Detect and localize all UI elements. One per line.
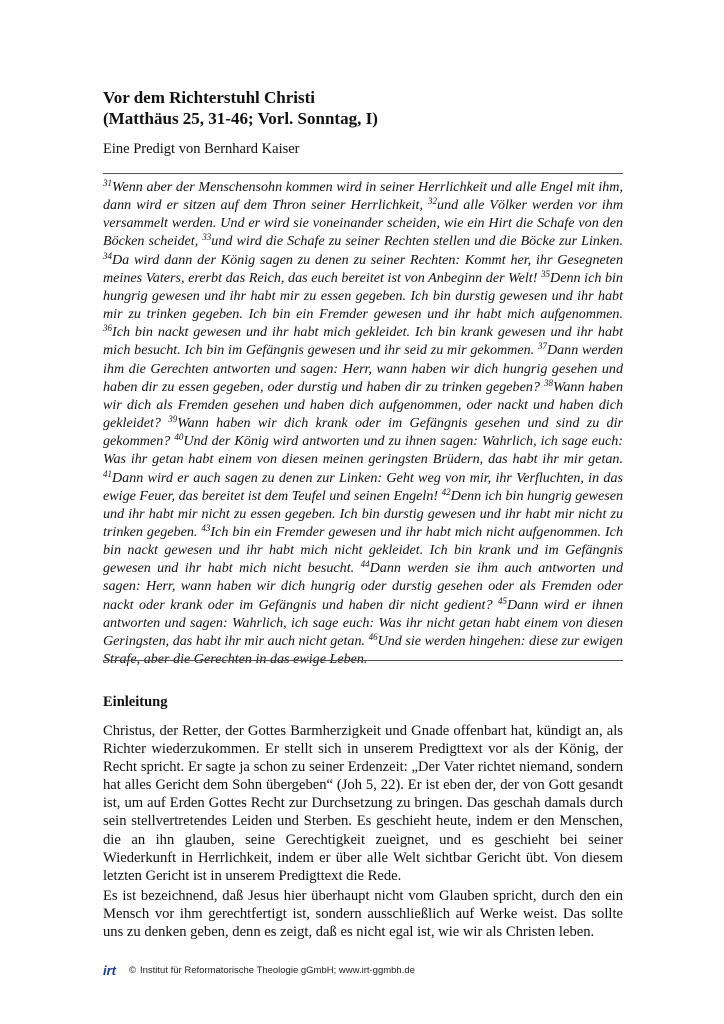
title-line-1: Vor dem Richterstuhl Christi bbox=[103, 88, 316, 107]
verse-text: Wann haben wir dich als Fremden gesehen und haben dich aufgenommen, oder nackt und haben dich gekleidet? bbox=[103, 378, 623, 432]
section-heading: Einleitung bbox=[103, 694, 168, 710]
paragraph-2: Es ist bezeichnend, daß Jesus hier überhaupt nicht vom Glauben spricht, durch den ein Mensch vor ihm gerechtfertigt ist, sondern ausschließlich auf Werke weist. Das sollte uns zu denken geben, denn es zeigt, daß es nicht egal ist, wie wir als Christen leben. bbox=[103, 888, 623, 941]
bottom-divider bbox=[103, 660, 623, 661]
verse-text: Da wird dann der König sagen zu denen zu seiner Rechten: Kommt her, ihr Gesegneten meines Vaters, ererbt das Reich, das euch bereitet ist von Anbeginn der Welt! bbox=[103, 251, 623, 286]
verse-text: und alle Völker werden vor ihm versammelt werden. Und er wird sie voneinander scheiden, wie ein Hirt die Schafe von den Böcken scheidet, bbox=[103, 197, 624, 250]
verse-number: 37 bbox=[537, 341, 547, 352]
page-footer bbox=[103, 963, 415, 977]
copyright-symbol: © bbox=[129, 964, 136, 976]
verse-text: Dann wird er auch sagen zu denen zur Linken: Geht weg von mir, ihr Verfluchten, in das ewige Feuer, das bereitet ist dem Teufel und seinen Engeln! bbox=[103, 469, 623, 504]
verse-number: 32 bbox=[428, 196, 438, 207]
svg-text:irt: irt bbox=[103, 963, 116, 977]
verse-text: Dann werden ihm die Gerechten antworten und sagen: Herr, wann haben wir dich hungrig gesehen und haben dir zu essen gegeben, oder durstig und haben dir zu trinken gegeben? bbox=[103, 342, 623, 395]
document-title bbox=[103, 87, 623, 129]
verse-text: Und der König wird antworten und zu ihnen sagen: Wahrlich, ich sage euch: Was ihr getan habt einem von diesen meinen geringsten Brüdern, das habt ihr mir getan. bbox=[103, 433, 623, 468]
paragraph-1: Christus, der Retter, der Gottes Barmherzigkeit und Gnade offenbart hat, kündigt an, als Richter wiederzukommen. Er stellt sich in unserem Predigttext vor als der König, der Recht spricht. Er sagte ja schon zu seiner Erdenzeit: „Der Vater richtet niemand, sondern hat alles Gericht dem Sohn übergeben“ (Joh 5, 22). Er ist eben der, der von Gott gesandt ist, um auf Erden Gottes Recht zur Durchsetzung zu bringen. Das geschah damals durch sein stellvertretendes Leiden und Sterben. Es geschieht heute, indem er den Menschen, die an ihn glauben, seine Gerechtigkeit zueignet, und es geschieht bei seiner Wiederkunft in Herrlichkeit, indem er über alle Welt sichtbar Gericht übt. Von diesem letzten Gericht ist in unserem Predigttext die Rede. bbox=[103, 723, 623, 884]
verse-number: 38 bbox=[543, 377, 553, 388]
author-line: Eine Predigt von Bernhard Kaiser bbox=[103, 141, 300, 157]
verse-number: 34 bbox=[103, 250, 112, 261]
title-line-2: (Matthäus 25, 31-46; Vorl. Sonntag, I) bbox=[103, 109, 378, 128]
verse-number: 46 bbox=[368, 631, 378, 642]
verse-number: 40 bbox=[174, 432, 184, 443]
verse-number: 36 bbox=[103, 323, 112, 334]
verse-number: 45 bbox=[497, 595, 507, 606]
footer-text: Institut für Reformatorische Theologie gGmbH; www.irt-ggmbh.de bbox=[140, 964, 415, 976]
verse-text: und wird die Schafe zu seiner Rechten stellen und die Böcke zur Linken. bbox=[211, 233, 623, 250]
verse-number: 31 bbox=[103, 178, 112, 188]
verse-number: 41 bbox=[103, 468, 112, 479]
verse-number: 42 bbox=[441, 486, 451, 497]
verse-number: 44 bbox=[360, 559, 370, 570]
verse-number: 35 bbox=[541, 268, 551, 279]
verse-number: 33 bbox=[202, 232, 212, 243]
verse-text: Dann wird er ihnen antworten und sagen: Wahrlich, ich sage euch: Was ihr nicht getan habt einem von diesen Geringsten, das habt ihr mir auch nicht getan. bbox=[103, 596, 624, 649]
verse-text: Wann haben wir dich krank oder im Gefängnis gesehen und sind zu dir gekommen? bbox=[103, 415, 624, 450]
verse-text: Ich bin nackt gewesen und ihr habt mich gekleidet. Ich bin krank gewesen und ihr habt mich besucht. Ich bin im Gefängnis gewesen und ihr seid zu mir gekommen. bbox=[103, 324, 623, 359]
top-divider bbox=[103, 173, 623, 174]
verse-number: 39 bbox=[168, 414, 178, 425]
verse-text: Und sie werden hingehen: diese zur ewigen Strafe, aber die Gerechten in das ewige Leben. bbox=[103, 632, 623, 668]
verse-text: Dann werden sie ihm auch antworten und sagen: Herr, wann haben wir dich hungrig oder durstig gesehen oder als Fremden oder nackt oder krank oder im Gefängnis und haben dir nicht gedient? bbox=[103, 560, 623, 613]
irt-logo-icon bbox=[103, 963, 125, 977]
verse-text: Denn ich bin hungrig gewesen und ihr habt mir zu essen gegeben. Ich bin durstig gewesen und ihr habt mir zu trinken gegeben. Ich bin ein Fremder gewesen und ihr habt mich aufgenommen. bbox=[103, 269, 623, 323]
verse-text: Denn ich bin hungrig gewesen und ihr habt mir nicht zu essen gegeben. Ich bin durstig gewesen und ihr habt mir nicht zu trinken gegeben. bbox=[103, 487, 623, 540]
verse-text: Ich bin ein Fremder gewesen und ihr habt mich nicht aufgenommen. Ich bin nackt gewesen und ihr habt mich nicht gekleidet. Ich bin krank und im Gefängnis gewesen und ihr habt mich nicht besucht. bbox=[103, 523, 623, 577]
scripture-passage bbox=[103, 178, 623, 668]
verse-text: Wenn aber der Menschensohn kommen wird in seiner Herrlichkeit und alle Engel mit ihm, dann wird er sitzen auf dem Thron seiner Herrlichkeit, bbox=[103, 179, 623, 214]
verse-number: 43 bbox=[201, 522, 211, 533]
